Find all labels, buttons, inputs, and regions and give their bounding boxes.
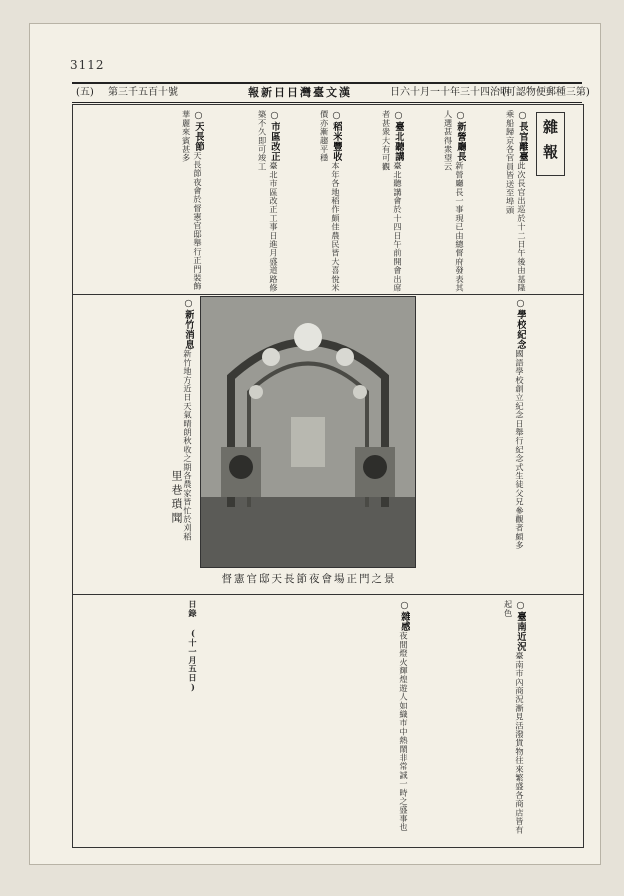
article-1-head: ○長官離臺 xyxy=(517,110,528,162)
masthead-date: 日六十月一十年三十四治明 xyxy=(390,87,510,98)
divider-top xyxy=(72,294,584,295)
masthead-title: 報新日日灣臺文漢 xyxy=(248,86,352,99)
article-2-body: 新營廳長一事現已由總督府發表其人選甚得衆望云 xyxy=(443,110,465,292)
article-3-body: 臺北聽講會於十四日午前開會出席者甚衆大有可觀 xyxy=(381,110,403,292)
small-heading: 里巷瑣聞 xyxy=(170,470,183,526)
article-6-body: 天長節夜會於督憲官邸舉行正門裝飾華麗來賓甚多 xyxy=(181,110,203,291)
article-4 xyxy=(284,110,342,292)
article-1 xyxy=(470,110,528,292)
article-4-body: 本年各地稻作頗佳農民皆大喜悅米價亦漸趨平穩 xyxy=(319,110,341,292)
article-1-body: 此次長官出巡於十二日午後由基隆乘船歸京各官員皆送至埠頭 xyxy=(505,110,527,292)
article-2 xyxy=(408,110,466,292)
page-number: 3112 xyxy=(70,58,105,72)
article-3 xyxy=(346,110,404,292)
article-2-head: ○新營廳長 xyxy=(455,110,466,162)
divider-bottom xyxy=(72,594,584,595)
article-3-head: ○臺北聽講 xyxy=(393,110,404,162)
article-6 xyxy=(78,110,204,292)
masthead xyxy=(72,82,590,103)
article-5 xyxy=(210,110,280,292)
masthead-left-tag: (五) xyxy=(76,87,94,98)
article-9-body: 臺南市內商況漸見活潑貨物往來繁盛各商店皆有起色 xyxy=(503,600,525,835)
article-5-head: ○市區改正 xyxy=(269,110,280,162)
photo-illustration xyxy=(201,297,415,567)
article-7 xyxy=(418,298,526,588)
photo-official-residence-gate xyxy=(200,296,416,568)
article-8-head: ○新竹消息 xyxy=(183,298,194,350)
article-9 xyxy=(420,600,526,840)
article-8 xyxy=(78,298,194,588)
article-4-head: ○稻米豐收 xyxy=(331,110,342,162)
article-10 xyxy=(210,600,410,840)
article-7-body: 國語學校創立紀念日舉行紀念式生徒父兄參觀者頗多 xyxy=(515,349,525,550)
article-8-body: 新竹地方近日天氣晴朗秋收之期各農家皆忙於刈稻 xyxy=(183,349,193,541)
daily-record: 日錄 (十一月五日) xyxy=(188,600,198,693)
masthead-right-tag: (可認物便郵種三第) xyxy=(502,87,590,98)
article-10-body: 夜間燈火輝煌遊人如織市中熱鬧非常誠一時之盛事也 xyxy=(399,631,409,832)
section-title: 雜報 xyxy=(536,112,565,176)
article-7-head: ○學校紀念 xyxy=(515,298,526,350)
article-5-body: 臺北市區改正工事日進月盛道路修築不久即可竣工 xyxy=(257,110,279,292)
article-10-head: ○雜感 xyxy=(399,600,410,632)
article-9-head: ○臺南近況 xyxy=(515,600,526,652)
article-6-head: ○天長節 xyxy=(193,110,204,152)
photo-caption: 景之門正場會夜節長天邸官憲督 xyxy=(221,573,397,585)
masthead-issue: 第三千五百十號 xyxy=(108,87,178,98)
